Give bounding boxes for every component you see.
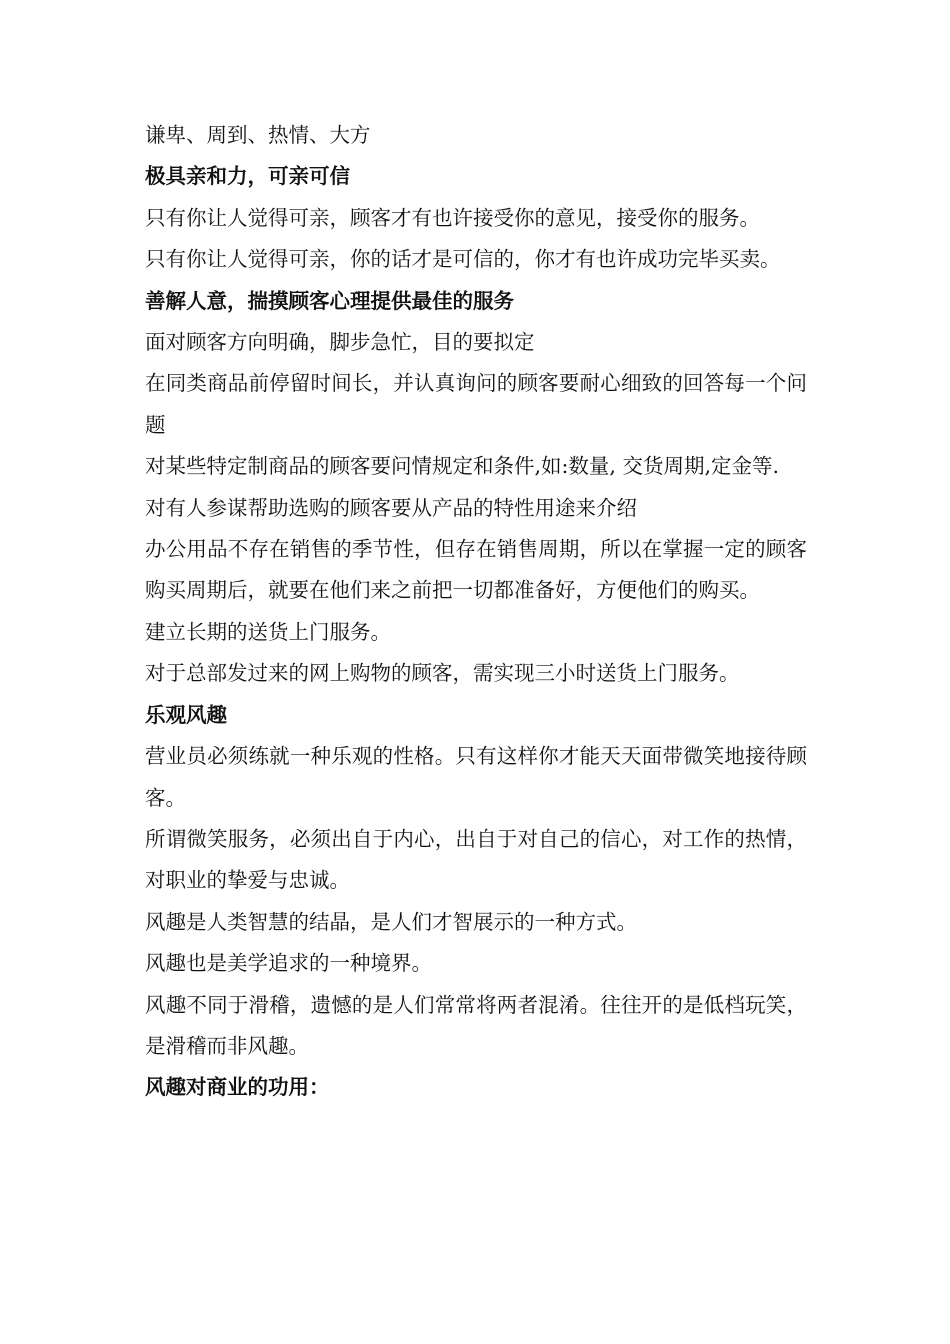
paragraph: 只有你让人觉得可亲，你的话才是可信的，你才有也许成功完毕买卖。: [145, 247, 781, 272]
paragraph: 风趣也是美学追求的一种境界。: [145, 951, 432, 976]
paragraph: 只有你让人觉得可亲，顾客才有也许接受你的意见，接受你的服务。: [145, 205, 760, 230]
paragraph: 建立长期的送货上门服务。: [145, 619, 391, 644]
section-heading: 善解人意，揣摸顾客心理提供最佳的服务: [145, 288, 514, 313]
paragraph: 在同类商品前停留时间长，并认真询问的顾客要耐心细致的回答每一个问题: [145, 371, 807, 437]
section-heading: 极具亲和力，可亲可信: [145, 164, 350, 189]
paragraph: 风趣不同于滑稽，遗憾的是人们常常将两者混淆。往往开的是低档玩笑，是滑稽而非风趣。: [145, 992, 807, 1058]
section-heading: 风趣对商业的功用：: [145, 1075, 330, 1100]
paragraph: 所谓微笑服务，必须出自于内心，出自于对自己的信心，对工作的热情，对职业的挚爱与忠诚。: [145, 826, 807, 893]
paragraph: 营业员必须练就一种乐观的性格。只有这样你才能天天面带微笑地接待顾客。: [145, 744, 807, 810]
paragraph: 对于总部发过来的网上购物的顾客，需实现三小时送货上门服务。: [145, 661, 740, 686]
paragraph: 风趣是人类智慧的结晶，是人们才智展示的一种方式。: [145, 909, 637, 934]
paragraph: 对有人参谋帮助选购的顾客要从产品的特性用途来介绍: [145, 495, 637, 520]
paragraph: 办公用品不存在销售的季节性，但存在销售周期，所以在掌握一定的顾客购买周期后，就要在他们来之前把一切都准备好，方便他们的购买。: [145, 537, 807, 603]
paragraph: 面对顾客方向明确，脚步急忙，目的要拟定: [145, 330, 535, 355]
section-heading: 乐观风趣: [145, 702, 227, 727]
document-body: [145, 115, 807, 1109]
paragraph: 对某些特定制商品的顾客要问情规定和条件,如:数量, 交货周期,定金等.: [145, 454, 779, 479]
paragraph: 谦卑、周到、热情、大方: [145, 123, 371, 147]
